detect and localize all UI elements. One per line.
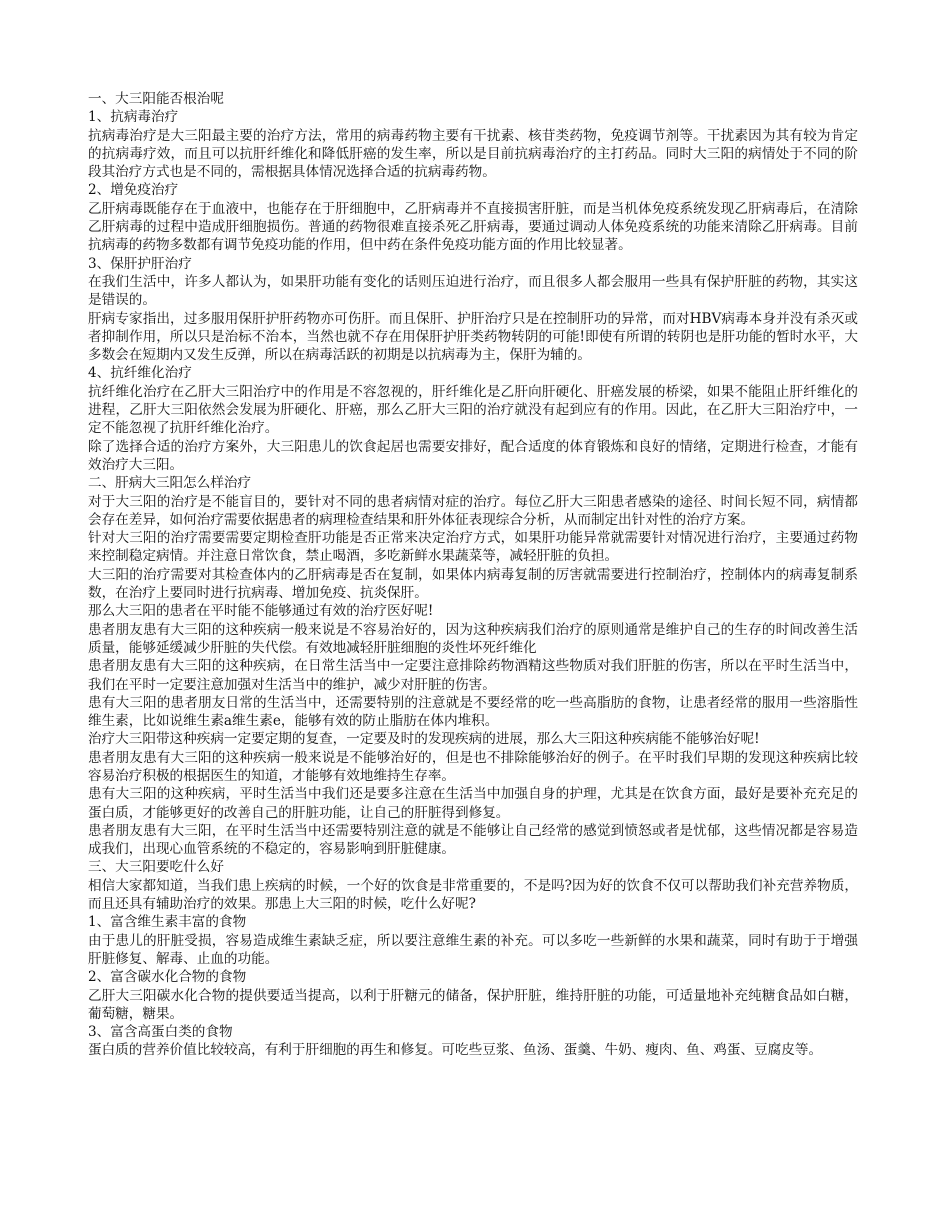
section-heading: 三、大三阳要吃什么好	[88, 859, 224, 876]
section-heading: 二、肝病大三阳怎么样治疗	[88, 475, 252, 492]
subsection-heading: 2、富含碳水化合物的食物	[88, 969, 247, 986]
document-body	[88, 90, 858, 1060]
paragraph: 治疗大三阳带这种疾病一定要定期的复查，一定要及时的发现疾病的进展，那么大三阳这种疾病能不能够治好呢!	[88, 731, 760, 748]
paragraph: 抗病毒治疗是大三阳最主要的治疗方法，常用的病毒药物主要有干扰素、核苷类药物，免疫调节剂等。干扰素因为其有较为肯定的抗病毒疗效，而且可以抗肝纤维化和降低肝癌的发生率，所以是目前抗病毒治疗的主打药品。同时大三阳的病情处于不同的阶段其治疗方式也是不同的，需根据具体情况选择合适的抗病毒药物。	[88, 127, 858, 181]
paragraph: 相信大家都知道，当我们患上疾病的时候，一个好的饮食是非常重要的，不是吗?因为好的饮食不仅可以帮助我们补充营养物质，而且还具有辅助治疗的效果。那患上大三阳的时候，吃什么好呢?	[88, 877, 858, 913]
subsection-heading: 4、抗纤维化治疗	[88, 365, 192, 382]
paragraph: 患者朋友患有大三阳的这种疾病一般来说是不能够治好的，但是也不排除能够治好的例子。在平时我们早期的发现这种疾病比较容易治疗积极的根据医生的知道，才能够有效地维持生存率。	[88, 749, 858, 784]
paragraph: 对于大三阳的治疗是不能盲目的，要针对不同的患者病情对症的治疗。每位乙肝大三阳患者感染的途径、时间长短不同，病情都会存在差异，如何治疗需要依据患者的病理检查结果和肝外体征表现综合分析，从而制定出针对性的治疗方案。	[88, 493, 858, 528]
paragraph: 大三阳的治疗需要对其检查体内的乙肝病毒是否在复制，如果体内病毒复制的厉害就需要进行控制治疗，控制体内的病毒复制系数，在治疗上要同时进行抗病毒、增加免疫、抗炎保肝。	[88, 566, 858, 602]
paragraph: 患者朋友患有大三阳的这种疾病一般来说是不容易治好的，因为这种疾病我们治疗的原则通常是维护自己的生存的时间改善生活质量，能够延缓减少肝脏的失代偿。有效地减轻肝脏细胞的炎性坏死纤维化	[88, 621, 858, 656]
paragraph: 蛋白质的营养价值比较较高，有利于肝细胞的再生和修复。可吃些豆浆、鱼汤、蛋羹、牛奶、瘦肉、鱼、鸡蛋、豆腐皮等。	[88, 1042, 823, 1059]
subsection-heading: 3、保肝护肝治疗	[88, 255, 192, 272]
section-heading: 一、大三阳能否根治呢	[88, 91, 224, 107]
subsection-heading: 2、增免疫治疗	[88, 182, 179, 199]
subsection-heading: 1、抗病毒治疗	[88, 109, 179, 126]
paragraph: 针对大三阳的治疗需要需要定期检查肝功能是否正常来决定治疗方式，如果肝功能异常就需要针对情况进行治疗，主要通过药物来控制稳定病情。并注意日常饮食，禁止喝酒，多吃新鲜水果蔬菜等，减轻肝脏的负担。	[88, 530, 858, 565]
paragraph: 由于患儿的肝脏受损，容易造成维生素缺乏症，所以要注意维生素的补充。可以多吃一些新鲜的水果和蔬菜，同时有助于于增强肝脏修复、解毒、止血的功能。	[88, 932, 858, 967]
paragraph: 除了选择合适的治疗方案外，大三阳患儿的饮食起居也需要安排好，配合适度的体育锻炼和良好的情绪，定期进行检查，才能有效治疗大三阳。	[88, 438, 858, 473]
subsection-heading: 3、富含高蛋白类的食物	[88, 1024, 233, 1041]
paragraph: 肝病专家指出，过多服用保肝护肝药物亦可伤肝。而且保肝、护肝治疗只是在控制肝功的异常，而对HBV病毒本身并没有杀灭或者抑制作用，所以只是治标不治本，当然也就不存在用保肝护肝类药物转阴的可能!即使有所谓的转阴也是肝功能的暂时水平，大多数会在短期内又发生反弹，所以在病毒活跃的初期是以抗病毒为主，保肝为辅的。	[88, 310, 858, 364]
paragraph: 那么大三阳的患者在平时能不能够通过有效的治疗医好呢!	[88, 603, 434, 620]
subsection-heading: 1、富含维生素丰富的食物	[88, 914, 247, 931]
paragraph: 抗纤维化治疗在乙肝大三阳治疗中的作用是不容忽视的，肝纤维化是乙肝向肝硬化、肝癌发展的桥梁，如果不能阻止肝纤维化的进程，乙肝大三阳依然会发展为肝硬化、肝癌，那么乙肝大三阳的治疗就没有起到应有的作用。因此，在乙肝大三阳治疗中，一定不能忽视了抗肝纤维化治疗。	[88, 383, 858, 437]
paragraph: 在我们生活中，许多人都认为，如果肝功能有变化的话则压迫进行治疗，而且很多人都会服用一些具有保护肝脏的药物，其实这是错误的。	[88, 273, 858, 309]
paragraph: 乙肝大三阳碳水化合物的提供要适当提高，以利于肝糖元的储备，保护肝脏，维持肝脏的功能，可适量地补充纯糖食品如白糖，葡萄糖，糖果。	[88, 987, 858, 1022]
paragraph: 患者朋友患有大三阳，在平时生活当中还需要特别注意的就是不能够让自己经常的感觉到愤怒或者是忧郁，这些情况都是容易造成我们，出现心血管系统的不稳定的，容易影响到肝脏健康。	[88, 822, 858, 858]
paragraph: 患有大三阳的这种疾病，平时生活当中我们还是要多注意在生活当中加强自身的护理，尤其是在饮食方面，最好是要补充充足的蛋白质，才能够更好的改善自己的肝脏功能，让自己的肝脏得到修复。	[88, 786, 858, 821]
paragraph: 患者朋友患有大三阳的这种疾病，在日常生活当中一定要注意排除药物酒精这些物质对我们肝脏的伤害，所以在平时生活当中，我们在平时一定要注意加强对生活当中的维护，减少对肝脏的伤害。	[88, 658, 858, 693]
paragraph: 乙肝病毒既能存在于血液中，也能存在于肝细胞中，乙肝病毒并不直接损害肝脏，而是当机体免疫系统发现乙肝病毒后，在清除乙肝病毒的过程中造成肝细胞损伤。普通的药物很难直接杀死乙肝病毒，要通过调动人体免疫系统的功能来清除乙肝病毒。目前抗病毒的药物多数都有调节免疫功能的作用，但中药在条件免疫功能方面的作用比较显著。	[88, 200, 858, 254]
paragraph: 患有大三阳的患者朋友日常的生活当中，还需要特别的注意就是不要经常的吃一些高脂肪的食物，让患者经常的服用一些溶脂性维生素，比如说维生素a维生素e，能够有效的防止脂肪在体内堆积。	[88, 694, 858, 730]
